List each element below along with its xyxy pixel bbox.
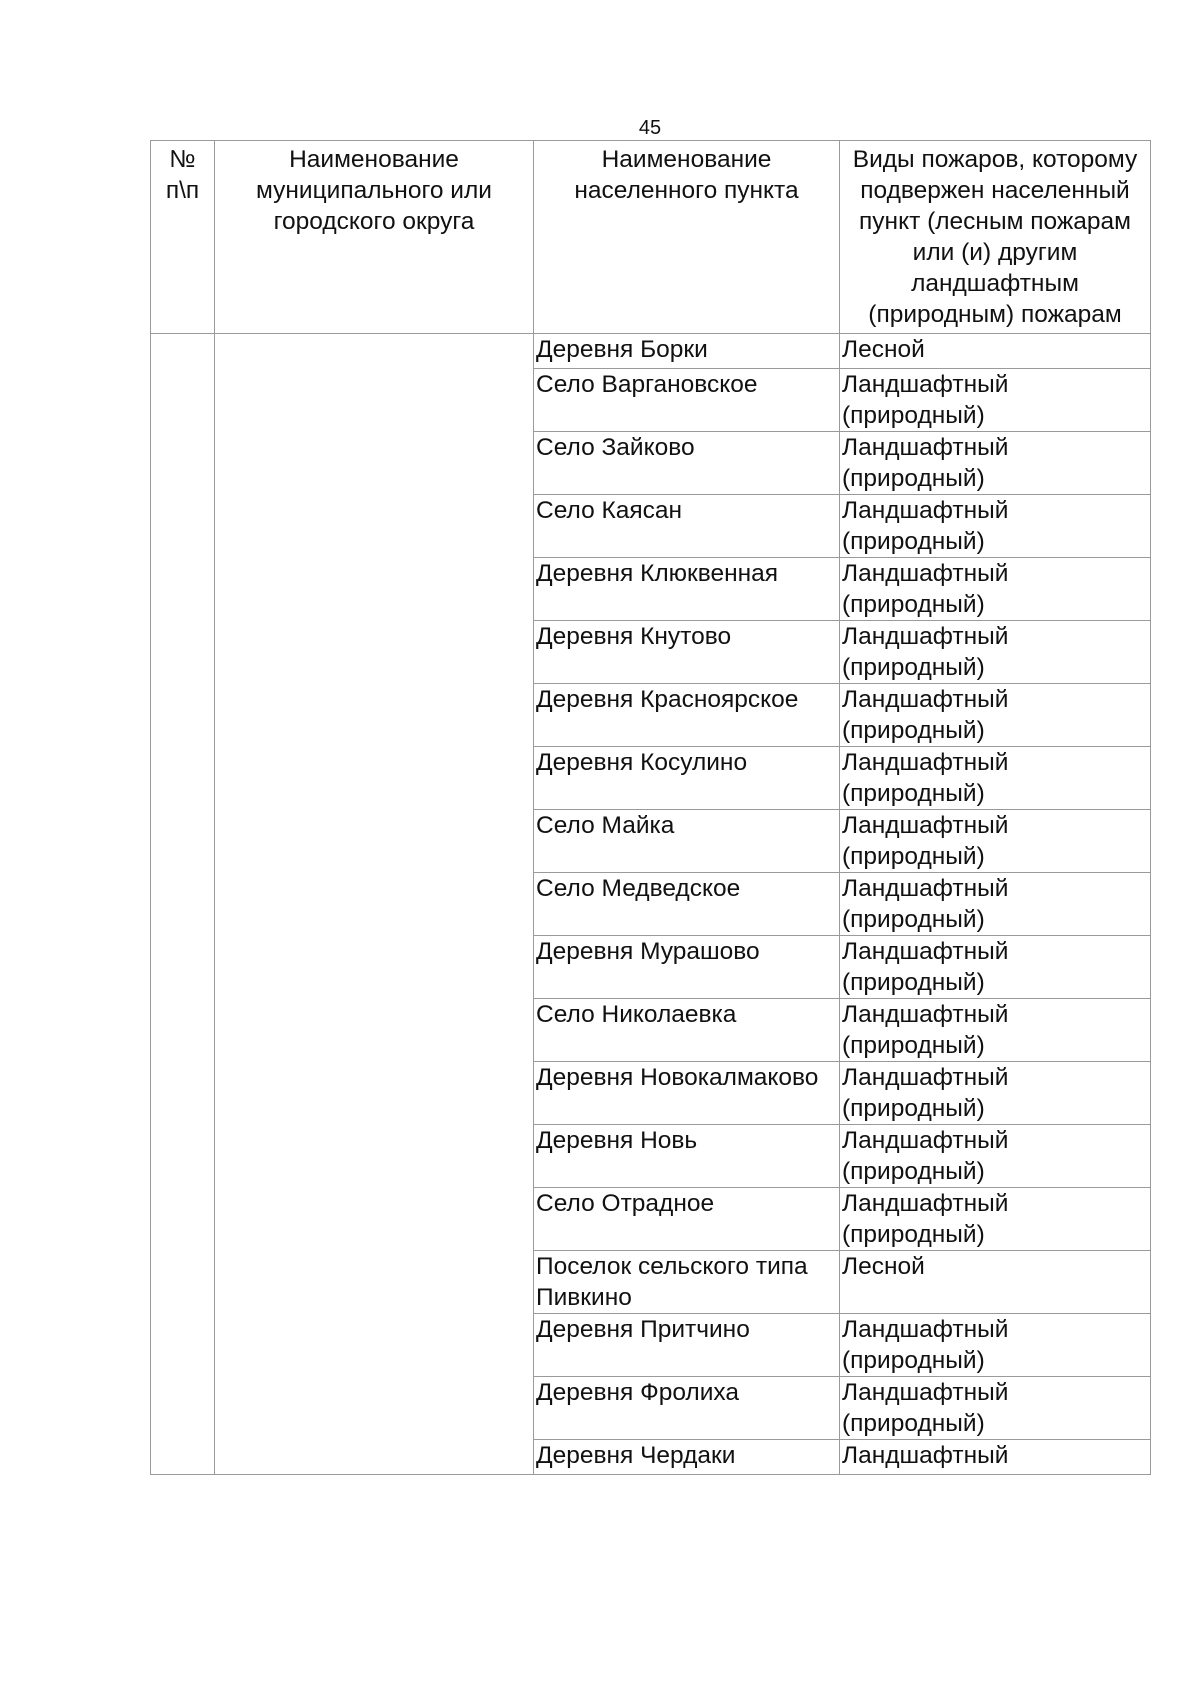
fire-type-cell: Ландшафтный (природный) xyxy=(840,936,1151,999)
settlement-cell: Село Майка xyxy=(534,810,840,873)
settlement-cell: Деревня Новокалмаково xyxy=(534,1062,840,1125)
district-cell xyxy=(215,334,534,1475)
settlement-cell: Деревня Новь xyxy=(534,1125,840,1188)
fire-type-cell: Ландшафтный (природный) xyxy=(840,1062,1151,1125)
settlement-cell: Деревня Притчино xyxy=(534,1314,840,1377)
settlement-cell: Деревня Клюквенная xyxy=(534,558,840,621)
settlement-cell: Деревня Кнутово xyxy=(534,621,840,684)
settlement-cell: Деревня Косулино xyxy=(534,747,840,810)
fire-type-cell: Ландшафтный (природный) xyxy=(840,999,1151,1062)
fire-type-cell: Ландшафтный (природный) xyxy=(840,747,1151,810)
fire-type-cell: Ландшафтный (природный) xyxy=(840,810,1151,873)
page-number: 45 xyxy=(638,117,662,139)
fire-risk-table xyxy=(150,140,1151,1475)
fire-type-cell: Ландшафтный (природный) xyxy=(840,1314,1151,1377)
settlement-cell: Деревня Красноярское xyxy=(534,684,840,747)
header-number: № п\п xyxy=(151,141,215,334)
settlement-cell: Деревня Мурашово xyxy=(534,936,840,999)
settlement-cell: Село Зайково xyxy=(534,432,840,495)
header-fire-type: Виды пожаров, которому подвержен населенный пункт (лесным пожарам или (и) другим ландшафтным (природным) пожарам xyxy=(840,141,1151,334)
settlement-cell: Деревня Борки xyxy=(534,334,840,369)
header-district: Наименование муниципального или городского округа xyxy=(215,141,534,334)
fire-type-cell: Ландшафтный (природный) xyxy=(840,432,1151,495)
settlement-cell: Село Медведское xyxy=(534,873,840,936)
settlement-cell: Село Варгановское xyxy=(534,369,840,432)
fire-type-cell: Ландшафтный (природный) xyxy=(840,495,1151,558)
fire-type-cell: Лесной xyxy=(840,334,1151,369)
settlement-cell: Деревня Чердаки xyxy=(534,1440,840,1475)
fire-type-cell: Ландшафтный (природный) xyxy=(840,873,1151,936)
fire-type-cell: Ландшафтный (природный) xyxy=(840,1125,1151,1188)
table-header-row xyxy=(151,141,1151,334)
fire-type-cell: Ландшафтный (природный) xyxy=(840,369,1151,432)
fire-type-cell: Лесной xyxy=(840,1251,1151,1314)
header-settlement: Наименование населенного пункта xyxy=(534,141,840,334)
settlement-cell: Село Каясан xyxy=(534,495,840,558)
table-row xyxy=(151,334,1151,369)
fire-type-cell: Ландшафтный xyxy=(840,1440,1151,1475)
settlement-cell: Поселок сельского типа Пивкино xyxy=(534,1251,840,1314)
settlement-cell: Село Отрадное xyxy=(534,1188,840,1251)
settlement-cell: Село Николаевка xyxy=(534,999,840,1062)
fire-type-cell: Ландшафтный (природный) xyxy=(840,621,1151,684)
fire-type-cell: Ландшафтный (природный) xyxy=(840,1377,1151,1440)
fire-type-cell: Ландшафтный (природный) xyxy=(840,1188,1151,1251)
table-body xyxy=(151,334,1151,1475)
row-number-cell xyxy=(151,334,215,1475)
fire-type-cell: Ландшафтный (природный) xyxy=(840,558,1151,621)
fire-type-cell: Ландшафтный (природный) xyxy=(840,684,1151,747)
settlement-cell: Деревня Фролиха xyxy=(534,1377,840,1440)
